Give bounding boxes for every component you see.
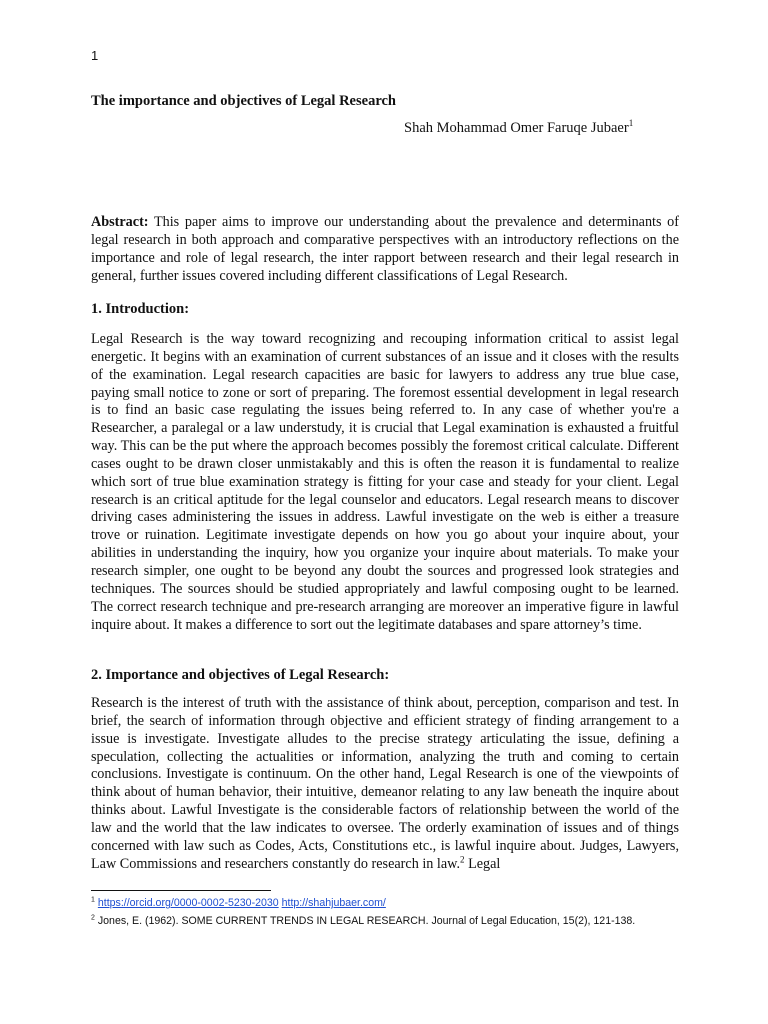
author-name: Shah Mohammad Omer Faruqe Jubaer xyxy=(404,120,629,136)
footnote-2-mark: 2 xyxy=(91,914,95,922)
author-footnote-mark: 1 xyxy=(628,118,634,129)
abstract-text: This paper aims to improve our understanding about the prevalence and determinants of legal research in both approach and comparative perspectives with an introductory reflections on the importance and role of legal research, the inter rapport between research and their legal research in general, further issues covered including different classifications of Legal Research. xyxy=(91,214,680,284)
orcid-link[interactable]: https://orcid.org/0000-0002-5230-2030 xyxy=(97,897,279,909)
section-body-importance-text: Research is the interest of truth with the assistance of think about, perception, comparison and test. In brief, the search of information through objective and efficient strategy of finding arrangement to a issue is investigate. Investigate alludes to the precise strategy articulating the issue, defining a speculation, collecting the actualities or information, analyzing the truth and coming to certain conclusions. Investigate is continuum. On the other hand, Legal Research is one of the viewpoints of think about of human behavior, their intuitive, demeanor relating to any law beneath the inquire about thinks about. Lawful Investigate is the considerable factors of relationship between the world of the law and the world that the law indicates to oversee. The orderly examination of issues and of things concerned with law such as Codes, Acts, Constitutions etc., is lawful inquire about. Judges, Lawyers, Law Commissions and researchers constantly do research in law. xyxy=(91,695,679,872)
section-body-importance xyxy=(91,695,679,873)
page-number: 1 xyxy=(91,48,99,63)
website-link[interactable]: http://shahjubaer.com/ xyxy=(281,897,386,909)
section-heading-introduction: 1. Introduction: xyxy=(91,301,190,317)
paper-title: The importance and objectives of Legal Research xyxy=(91,93,396,109)
footnote-1-mark: 1 xyxy=(91,896,95,904)
section-body-importance-trailing: Legal xyxy=(468,855,501,872)
section-heading-importance: 2. Importance and objectives of Legal Research: xyxy=(91,667,390,683)
footnote-2 xyxy=(91,915,635,927)
abstract-paragraph xyxy=(91,213,679,285)
section-body-introduction: Legal Research is the way toward recognizing and recouping information critical to assist legal energetic. It begins with an examination of current substances of an issue and it closes with the results of the examination. Legal research capacities are basic for lawyers to address any true blue case, paying small notice to zone or sort of preparing. The foremost essential development in legal research is to find an basic case regulating the issues being referred to. In any case of whether you're a Researcher, a paralegal or a law understudy, it is crucial that Legal examination is exhausted a fruitful way. This can be the put where the approach becomes possibly the foremost critical calculate. Different cases ought to be drawn closer unmistakably and this is often the reason it is fundamental to realize which sort of true blue examination strategy is fitting for your case and steady for your client. Legal research is an critical aptitude for the legal counselor and educators. Legal research means to discover driving cases administering the issues in address. Lawful investigate on the web is either a treasure trove or ruination. Legitimate investigate depends on how you go about your inquire about, your abilities in understanding the inquiry, how you organize your inquire about materials. To make your research simpler, one ought to be beyond any doubt the sources and progressed look strategies and techniques. The sources should be studied appropriately and lawful composing ought to be learned. The correct research technique and pre-research arranging are moreover an imperative figure in lawful inquire about. It makes a difference to sort out the legitimate databases and spare attorney’s time. xyxy=(91,331,679,633)
footnote-1 xyxy=(91,897,386,909)
author-line xyxy=(404,120,633,137)
citation-footnote-mark: 2 xyxy=(460,853,465,864)
footnote-2-text: Jones, E. (1962). SOME CURRENT TRENDS IN LEGAL RESEARCH. Journal of Legal Education, 15(2), 121-138. xyxy=(97,915,636,927)
abstract-label: Abstract: xyxy=(91,214,149,230)
footnote-divider xyxy=(91,890,271,891)
